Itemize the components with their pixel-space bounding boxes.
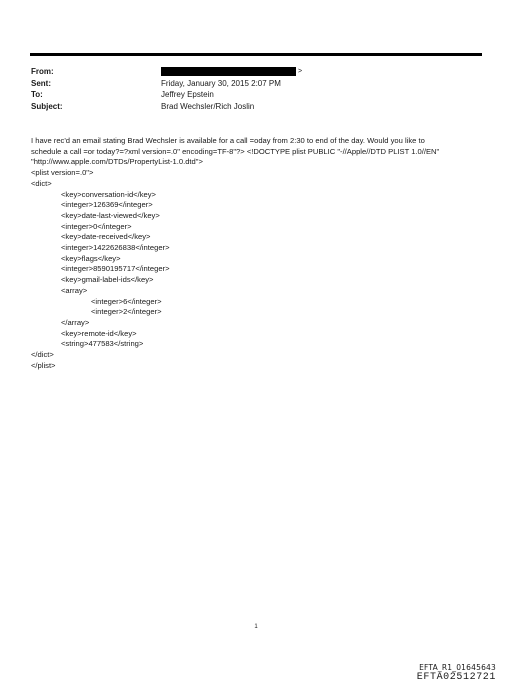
body-line: <array>	[61, 285, 88, 295]
sent-value: Friday, January 30, 2015 2:07 PM	[161, 78, 281, 88]
sent-row	[31, 78, 481, 90]
from-label: From:	[31, 67, 54, 76]
body-line: </dict>	[31, 350, 54, 360]
body-line: <key>flags</key>	[61, 253, 121, 263]
body-line: I have rec'd an email stating Brad Wechsler is available for a call =oday from 2:30 to end of the day. Would you like to	[31, 136, 425, 145]
document-id-primary: EFTA_R1_01645643	[419, 663, 496, 672]
body-line: "http://www.apple.com/DTDs/PropertyList-1.0.dtd">	[31, 157, 203, 167]
body-line: <key>remote-id</key>	[61, 328, 137, 338]
subject-row	[31, 101, 481, 113]
from-value	[161, 66, 302, 78]
body-line: <dict>	[31, 178, 52, 188]
to-row	[31, 89, 481, 101]
body-line: <plist version=.0">	[31, 168, 94, 178]
to-value: Jeffrey Epstein	[161, 90, 214, 99]
document-id-secondary: EFTA02512721	[416, 672, 496, 683]
body-line: <string>477583</string>	[61, 339, 144, 349]
body-line: <key>conversation-id</key>	[61, 189, 156, 199]
from-row	[31, 66, 481, 78]
body-line: </array>	[61, 317, 90, 327]
body-line: <integer>8590195717</integer>	[61, 264, 170, 274]
body-line: <integer>2</integer>	[91, 307, 162, 317]
subject-value: Brad Wechsler/Rich Joslin	[161, 101, 255, 111]
subject-label: Subject:	[31, 101, 63, 111]
email-header	[31, 66, 481, 112]
to-label: To:	[31, 90, 43, 99]
sent-label: Sent:	[31, 78, 51, 88]
body-line: <integer>0</integer>	[61, 221, 132, 231]
body-line: <integer>6</integer>	[91, 296, 162, 306]
page-number: 1	[254, 624, 258, 630]
body-line: <integer>1422626838</integer>	[61, 243, 170, 253]
body-line: <key>gmail-label-ids</key>	[61, 275, 154, 285]
body-line: <key>date-received</key>	[61, 232, 151, 242]
body-line: </plist>	[31, 360, 56, 370]
header-rule	[30, 53, 482, 56]
from-tail: >	[298, 68, 303, 76]
body-line: <integer>126369</integer>	[61, 200, 153, 210]
email-body	[31, 136, 487, 371]
redaction-block	[161, 67, 296, 76]
body-line: schedule a call =or today?=?xml version=.0" encoding=TF-8"?> <!DOCTYPE plist PUBLIC "-//Apple//DTD PLIST 1.0//EN"	[31, 146, 440, 156]
body-line: <key>date-last-viewed</key>	[61, 210, 160, 220]
